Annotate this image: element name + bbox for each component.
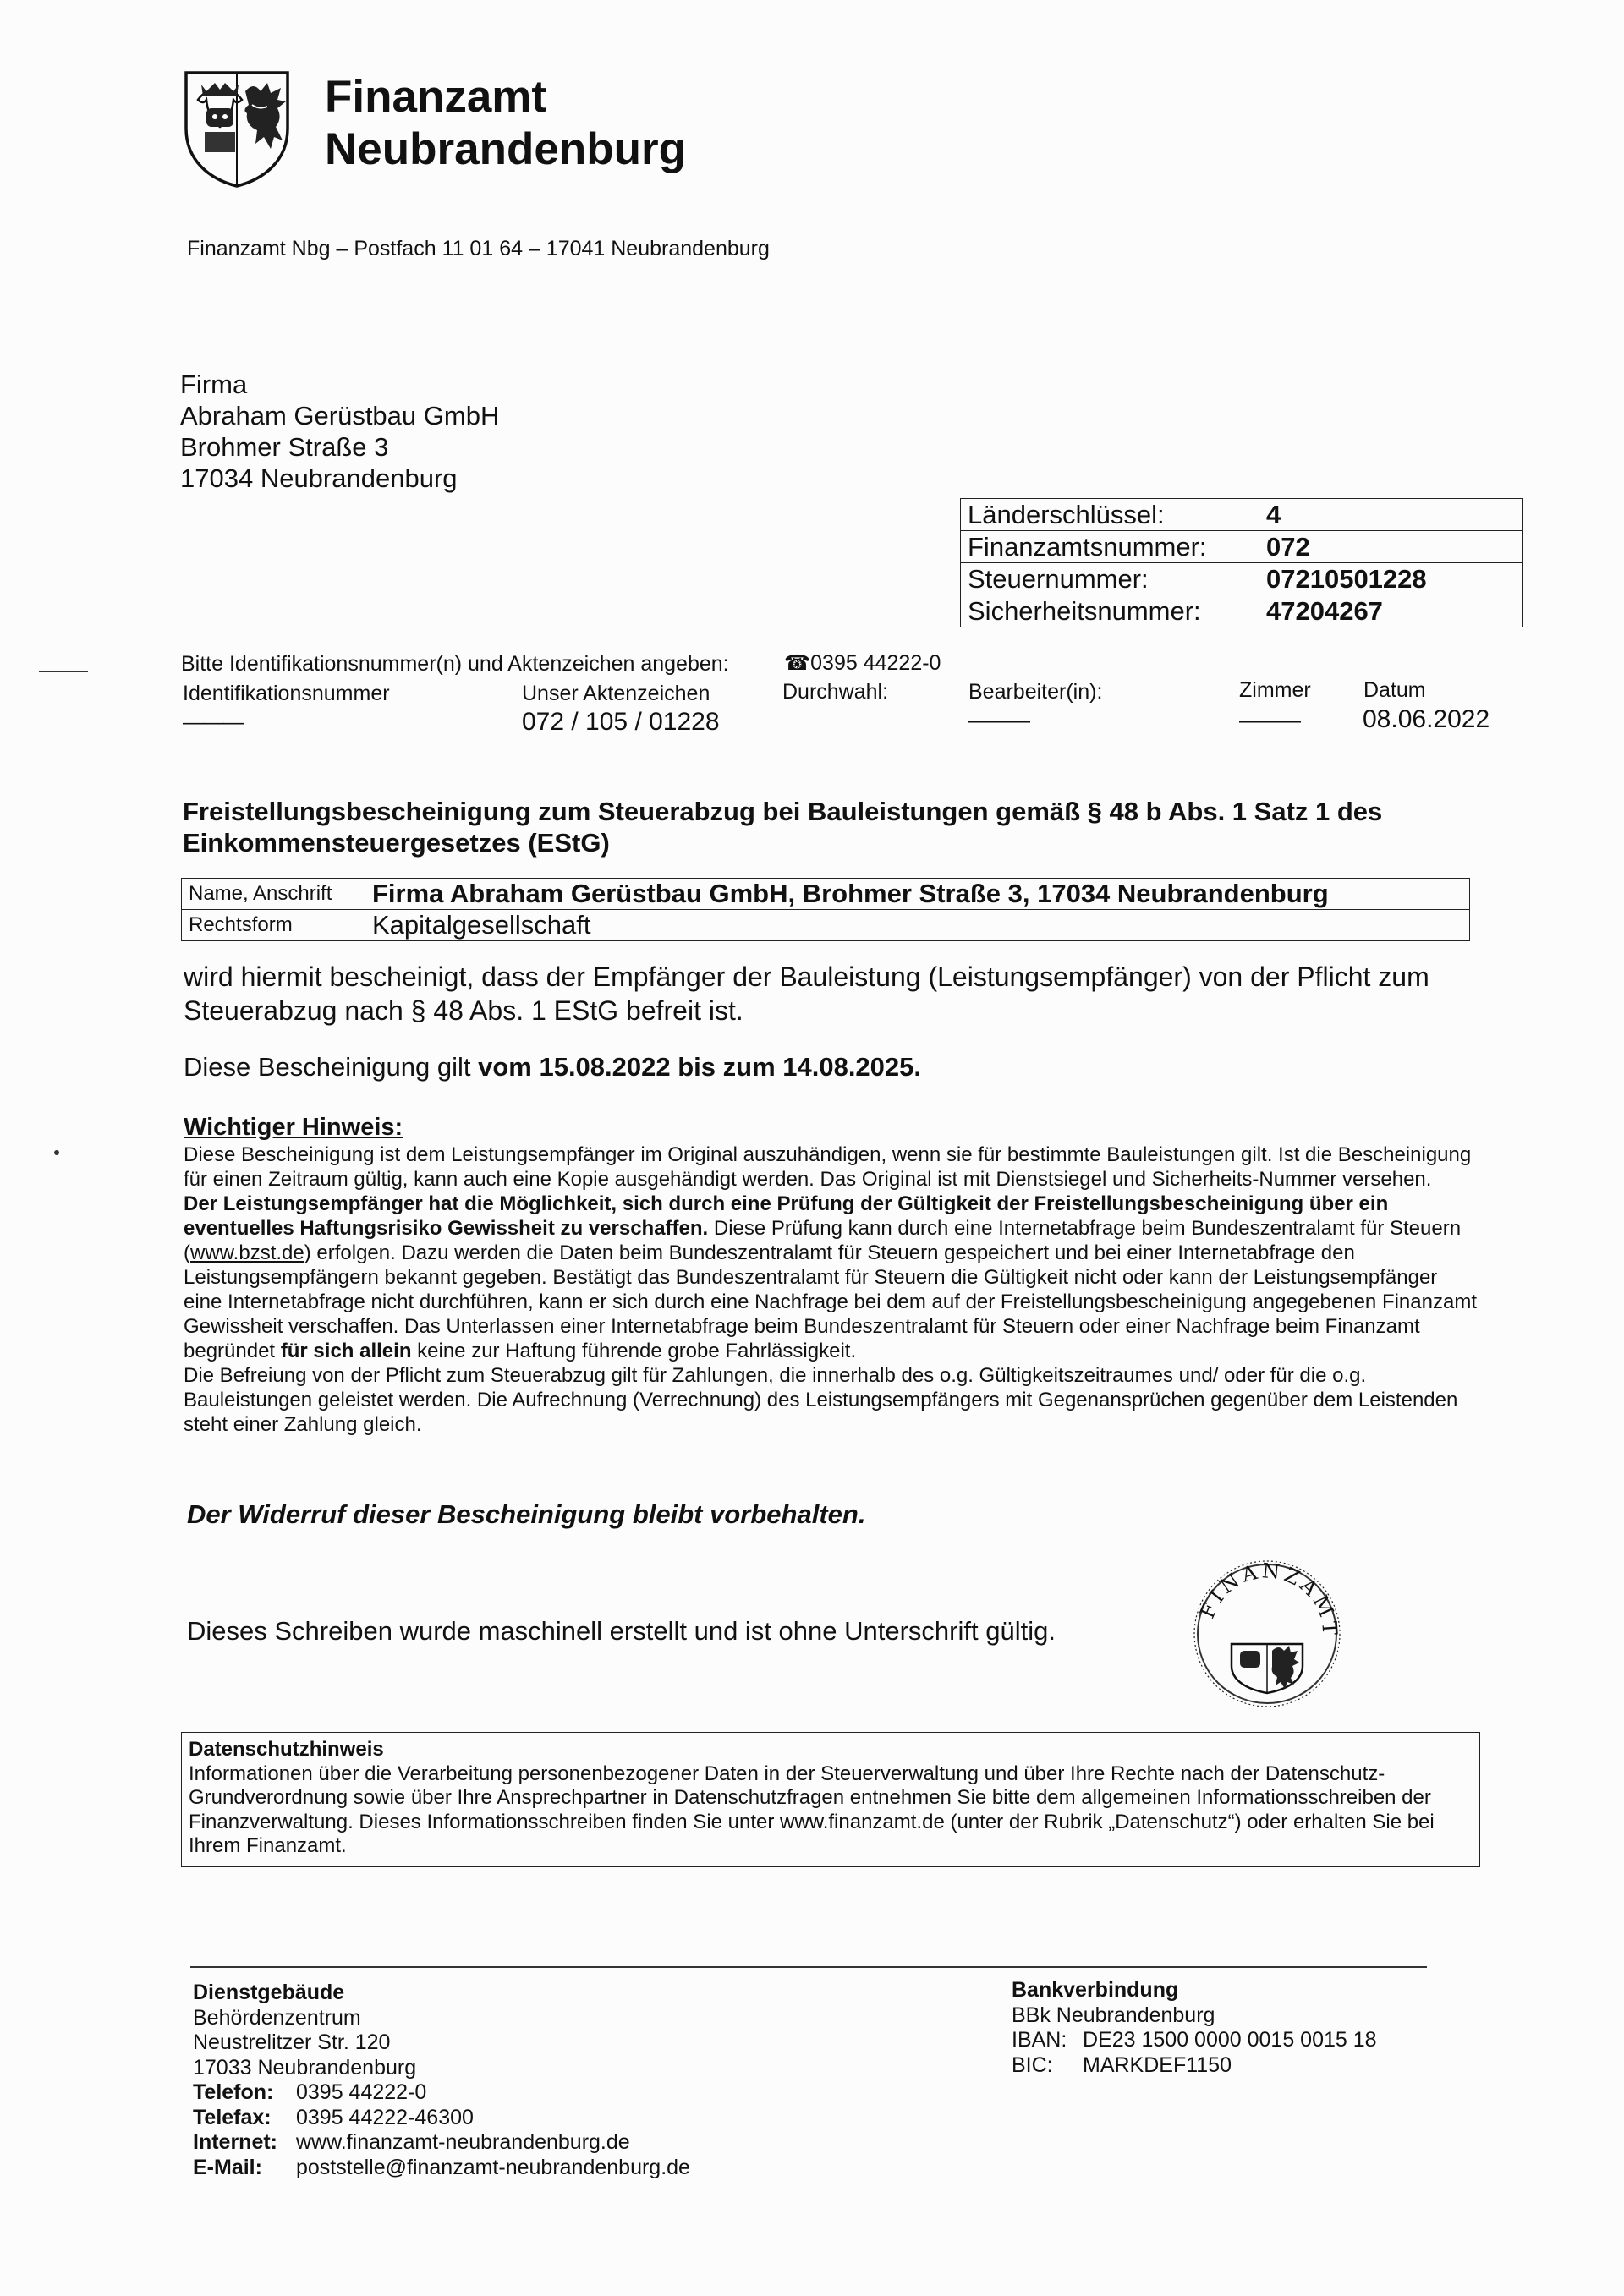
reference-instruction: Bitte Identifikationsnummer(n) und Aktenzeichen angeben:	[181, 652, 729, 676]
company-info-table	[181, 878, 1470, 941]
id-label: Länderschlüssel:	[961, 499, 1259, 531]
bic-row	[1012, 2053, 1377, 2079]
recipient-line3: Brohmer Straße 3	[180, 432, 389, 462]
org-name	[325, 71, 686, 176]
notice-text	[184, 1143, 1478, 1437]
bic-label: BIC:	[1012, 2052, 1053, 2077]
bank-title: Bankverbindung	[1012, 1978, 1179, 2002]
iban-value: DE23 1500 0000 0015 0015 18	[1083, 2028, 1377, 2052]
contact-label: Internet:	[193, 2130, 277, 2154]
tax-id-table	[960, 498, 1523, 627]
recipient-line4: 17034 Neubrandenburg	[180, 463, 458, 493]
building-line1: Behördenzentrum	[193, 2005, 361, 2030]
recipient-address	[180, 369, 499, 494]
case-number-label: Unser Aktenzeichen	[522, 682, 710, 705]
svg-text:FINANZAMT	[1195, 1559, 1341, 1639]
notice-text-part: ) erfolgen. Dazu werden die Daten beim Bundeszentralamt für Steuern gespeichert und bei einer Internetabfrage den Leistungsempfängern bekannt gegeben. Bestätigt das Bundeszentralamt für Steuern die Gültigkeit nicht oder kann der Leistungsempfänger eine Internetabfrage nicht durchführen, kann er sich durch eine Nachfrage bei dem auf der Freistellungsbescheinigung angegebenen Finanzamt Gewissheit verschaffen. Das Unterlassen einer Internetabfrage beim Bundeszentralamt für Steuern oder einer Nachfrage beim Finanzamt begründet	[184, 1241, 1477, 1362]
clerk-label: Bearbeiter(in):	[968, 680, 1103, 704]
building-title: Dienstgebäude	[193, 1981, 345, 2004]
contact-label: Telefon:	[193, 2080, 274, 2104]
id-number-value: ———	[183, 710, 244, 734]
extension-label: Durchwahl:	[782, 680, 889, 704]
building-line2: Neustrelitzer Str. 120	[193, 2030, 391, 2054]
iban-row	[1012, 2028, 1377, 2053]
phone-number	[784, 650, 941, 676]
exemption-statement: wird hiermit bescheinigt, dass der Empfänger der Bauleistung (Leistungsempfänger) von der Pflicht zum Steuerabzug nach § 48 Abs. 1 EStG befreit ist.	[184, 962, 1429, 1026]
id-label: Steuernummer:	[961, 563, 1259, 595]
machine-generated-note: Dieses Schreiben wurde maschinell erstellt und ist ohne Unterschrift gültig.	[187, 1616, 1056, 1646]
notice-paragraph-2	[184, 1192, 1478, 1363]
name-address-value: Firma Abraham Gerüstbau GmbH, Brohmer Straße 3, 17034 Neubrandenburg	[365, 879, 1470, 910]
recipient-line1: Firma	[180, 370, 248, 399]
contact-value: www.finanzamt-neubrandenburg.de	[296, 2130, 630, 2154]
table-row	[961, 499, 1523, 531]
contact-label: E-Mail:	[193, 2155, 262, 2179]
room-label: Zimmer	[1239, 678, 1311, 702]
notice-paragraph-3: Die Befreiung von der Pflicht zum Steuerabzug gilt für Zahlungen, die innerhalb des o.g. Gültigkeitszeitraumes und/ oder für die o.g. Bauleistungen geleistet werden. Die Aufrechnung (Verrechnung) des Leistungsempfängers mit Gegenansprüchen gegenüber dem Leistenden steht einer Zahlung gleich.	[184, 1364, 1458, 1436]
building-line3: 17033 Neubrandenburg	[193, 2055, 417, 2080]
id-value: 47204267	[1259, 595, 1523, 627]
contact-value: 0395 44222-0	[296, 2080, 427, 2104]
footer-divider	[190, 1966, 1427, 1968]
validity-prefix: Diese Bescheinigung gilt	[184, 1052, 479, 1082]
official-seal-stamp	[1188, 1553, 1347, 1712]
id-value: 4	[1259, 499, 1523, 531]
certificate-title: Freistellungsbescheinigung zum Steuerabzug bei Bauleistungen gemäß § 48 b Abs. 1 Satz 1 des Einkommensteuergesetzes (EStG)	[183, 797, 1383, 858]
bic-value: MARKDEF1150	[1083, 2052, 1232, 2077]
privacy-notice-title: Datenschutzhinweis	[189, 1738, 384, 1761]
office-building-info	[193, 1981, 690, 2180]
id-value: 07210501228	[1259, 563, 1523, 595]
id-label: Finanzamtsnummer:	[961, 531, 1259, 563]
notice-text-part: keine zur Haftung führende grobe Fahrlässigkeit.	[411, 1340, 857, 1362]
notice-bold-sentence: Der Leistungsempfänger hat die Möglichkeit, sich durch eine Prüfung der Gültigkeit der Freistellungsbescheinigung über ein eventuelles Haftungsrisiko Gewissheit zu verschaffen.	[184, 1192, 1389, 1240]
contact-value: 0395 44222-46300	[296, 2105, 474, 2129]
org-name-line1: Finanzamt	[325, 72, 547, 122]
iban-label: IBAN:	[1012, 2028, 1067, 2052]
fold-mark	[39, 671, 88, 672]
recipient-line2: Abraham Gerüstbau GmbH	[180, 401, 500, 430]
id-value: 072	[1259, 531, 1523, 563]
validity-range: vom 15.08.2022 bis zum 14.08.2025.	[478, 1052, 922, 1082]
notice-bold-phrase: für sich allein	[280, 1340, 412, 1362]
org-name-line2: Neubrandenburg	[325, 124, 686, 174]
sender-return-address: Finanzamt Nbg – Postfach 11 01 64 – 17041 Neubrandenburg	[187, 237, 770, 260]
phone-number-value: 0395 44222-0	[810, 651, 941, 675]
table-row	[961, 531, 1523, 563]
room-value: ———	[1239, 709, 1300, 732]
case-number-value: 072 / 105 / 01228	[522, 708, 720, 736]
legal-form-value: Kapitalgesellschaft	[365, 910, 1470, 941]
legal-form-label: Rechtsform	[182, 910, 365, 941]
contact-fax	[193, 2106, 690, 2131]
table-row	[961, 563, 1523, 595]
contact-value: poststelle@finanzamt-neubrandenburg.de	[296, 2155, 690, 2179]
notice-title: Wichtiger Hinweis:	[184, 1114, 403, 1141]
id-label: Sicherheitsnummer:	[961, 595, 1259, 627]
clerk-value: ———	[968, 709, 1029, 732]
privacy-notice-text: Informationen über die Verarbeitung personenbezogener Daten in der Steuerverwaltung und über Ihre Rechte nach der Datenschutz-Grundverordnung sowie über Ihre Ansprechpartner in Datenschutzfragen entnehmen Sie bitte dem allgemeinen Informationsschreiben der Finanzverwaltung. Dieses Informationsschreiben finden Sie unter www.finanzamt.de (unter der Rubrik „Datenschutz“) oder erhalten Sie bei Ihrem Finanzamt.	[189, 1762, 1435, 1857]
notice-paragraph-1: Diese Bescheinigung ist dem Leistungsempfänger im Original auszuhändigen, wenn sie für bestimmte Bauleistungen gilt. Ist die Bescheinigung für einen Zeitraum gültig, kann auch eine Kopie ausgehändigt werden. Das Original ist mit Dienstsiegel und Sicherheits-Nummer versehen.	[184, 1143, 1472, 1191]
seal-text: FINANZAMT	[1195, 1559, 1342, 1640]
contact-email	[193, 2156, 690, 2181]
id-number-label: Identifikationsnummer	[183, 682, 390, 705]
bank-name: BBk Neubrandenburg	[1012, 2003, 1215, 2027]
table-row	[182, 910, 1470, 941]
bzst-link[interactable]: www.bzst.de	[190, 1241, 304, 1264]
contact-phone	[193, 2080, 690, 2106]
bank-info	[1012, 1978, 1377, 2078]
revocation-note: Der Widerruf dieser Bescheinigung bleibt vorbehalten.	[187, 1499, 866, 1529]
contact-label: Telefax:	[193, 2105, 272, 2129]
contact-internet	[193, 2130, 690, 2156]
table-row	[182, 879, 1470, 910]
date-value: 08.06.2022	[1363, 705, 1490, 733]
notice-text-part: Diese Prüfung kann durch eine Internetabfrage beim Bundeszentralamt für Steuern (	[184, 1217, 1462, 1264]
hole-punch-mark	[54, 1150, 59, 1155]
privacy-notice-box	[181, 1732, 1480, 1867]
name-address-label: Name, Anschrift	[182, 879, 365, 910]
table-row	[961, 595, 1523, 627]
state-coat-of-arms-logo	[181, 66, 293, 188]
validity-period	[184, 1052, 921, 1082]
phone-icon: ☎	[784, 651, 811, 675]
date-label: Datum	[1363, 678, 1426, 702]
